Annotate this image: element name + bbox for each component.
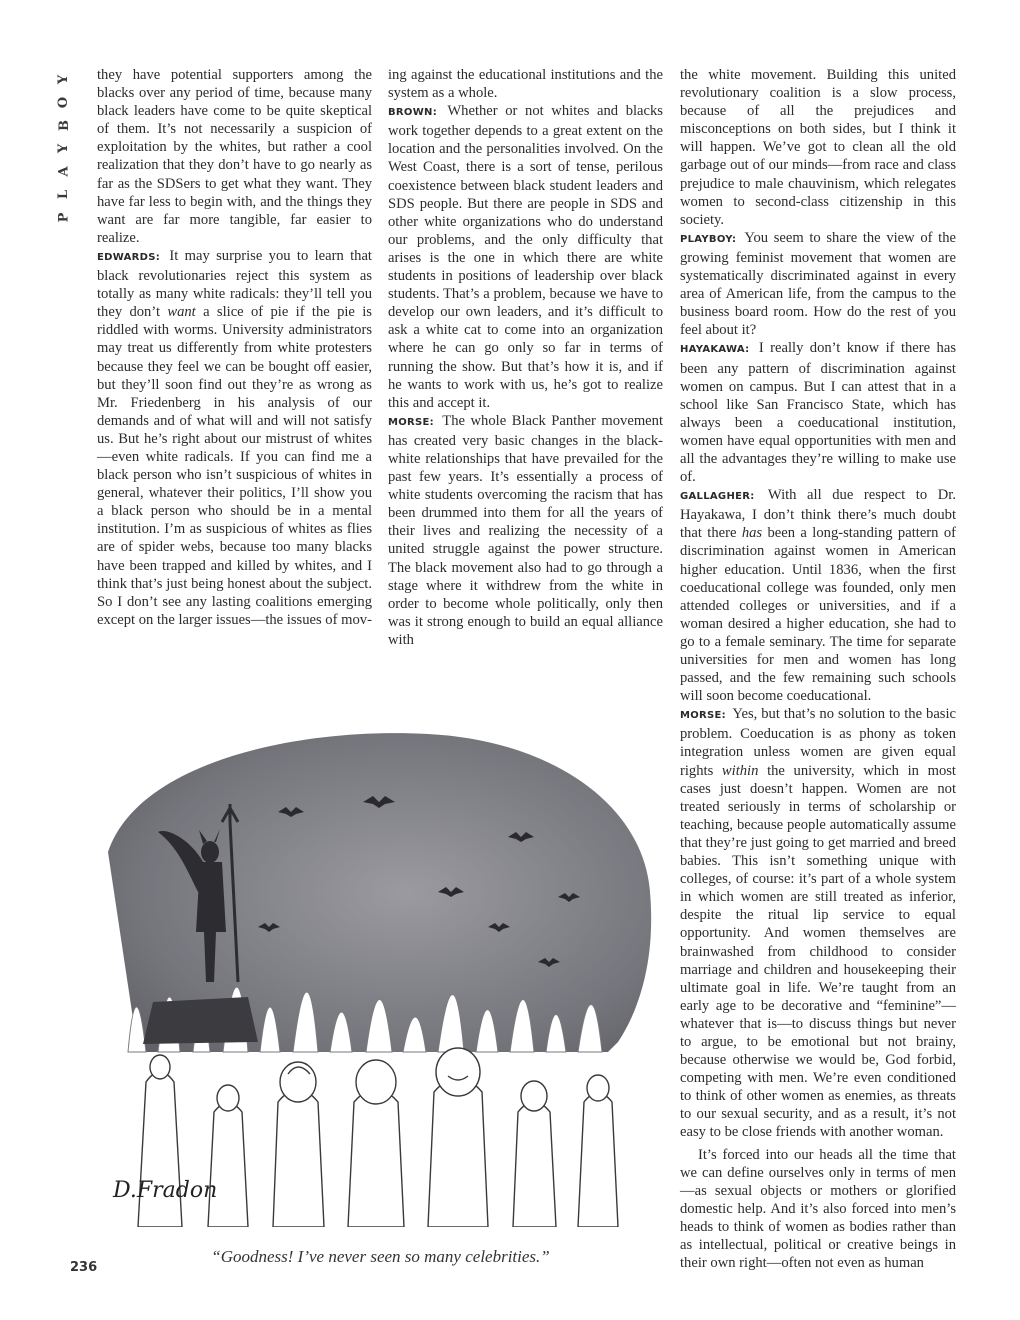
paragraph xyxy=(680,229,956,340)
masthead-letter: B xyxy=(56,120,72,131)
speaker-label: MORSE: xyxy=(388,416,434,428)
speaker-label: MORSE: xyxy=(680,710,726,722)
paragraph-text: You seem to share the view of the growing feminist movement that women are systematically discriminated against in every area of American life, from the campus to the business board room. How do the rest of you feel about it? xyxy=(680,229,956,339)
emphasis-text: within xyxy=(721,762,759,779)
speaker-label: BROWN: xyxy=(388,107,438,119)
paragraph xyxy=(97,247,372,629)
paragraph xyxy=(680,486,956,705)
speaker-label: HAYAKAWA: xyxy=(680,344,750,356)
playboy-masthead xyxy=(50,68,78,229)
text-column-3 xyxy=(680,66,956,1272)
paragraph-text: Yes, but that’s no solution to the basic problem. Coeducation is as phony as token integration unless women are given equal rights xyxy=(680,706,957,779)
paragraph xyxy=(680,705,956,1141)
paragraph-text: With all due respect to Dr. Hayakawa, I don’t think there’s much doubt that there xyxy=(680,487,956,542)
paragraph xyxy=(388,102,663,412)
masthead-letter: Y xyxy=(56,143,72,154)
speaker-label: GALLAGHER: xyxy=(680,491,755,503)
paragraph-text: the university, which in most cases just doesn’t happen. Women are not treated seriously in terms of scholarship or teaching, because people automatically assume that they’re just going to get married and breed babies. This isn’t something unique with colleges, of course: it’s part of a whole system in which women are still treated as inferior, despite the ritual lip service to equal opportunity. And women themselves are brainwashed from childhood to consider marriage and children and housekeeping their ultimate goal in life. We’re taught from an early age to be decorative and “feminine”—whatever that is—to discuss things but never to argue, to be emotional but not brainy, because otherwise we would be, God forbid, competing with men. We’re even conditioned to think of other women as enemies, as threats to our sexual security, and as a result, it’s not easy to be close friends with another woman. xyxy=(680,762,956,1141)
emphasis-text: want xyxy=(167,304,196,321)
speaker-label: EDWARDS: xyxy=(97,251,161,263)
masthead-letter: Y xyxy=(56,74,72,85)
paragraph-text: a slice of pie if the pie is riddled with worms. University administrators may treat us differently from white protesters because they feel we can be bought off easier, but they’ll soon find out they’re as wrong as Mr. Friedenberg in his analysis of our demands and of what will and will not satisfy us. But he’s right about our mistrust of whites—even white radicals. If you can find me a black person who isn’t suspicious of whites in general, whatever their politics, I’ll show you a black person who should be in a mental institution. I’m as suspicious of whites as flies are of spider webs, because too many blacks have been trapped and killed by whites, and I think that’s just being honest about the subject. So I don’t see any lasting coalitions emerging except on the larger issues—the issues of mov- xyxy=(97,304,372,628)
cartoon-illustration xyxy=(98,722,663,1227)
emphasis-text: has xyxy=(741,525,763,542)
paragraph-text: The whole Black Panther movement has created very basic changes in the black-white relationships that have prevailed for the past few years. It’s essentially a process of white students overcoming the racism that has been drummed into them for all the years of their lives and realizing the necessity of a united struggle against the power structure. The black movement also had to go through a stage where it withdrew from the white in order to become whole politically, only then was it strong enough to build an equal alliance with xyxy=(388,412,664,648)
paragraph-text: It may surprise you to learn that black revolutionaries reject this system as totally as many white radicals: they’ll tell you they don’t xyxy=(97,247,372,321)
masthead-letter: L xyxy=(56,189,72,200)
artist-signature: D.Fradon xyxy=(113,1178,218,1203)
paragraph: ing against the educational institutions and the system as a whole. xyxy=(388,67,663,102)
paragraph: the white movement. Building this united revolutionary coalition is a slow process, because of all the prejudices and misconceptions on both sides, but I think it will happen. We’ve got to clean all the old garbage out of our minds—from race and class prejudice to male chauvinism, which relegates women to second-class citizenship in this society. xyxy=(680,67,956,228)
paragraph-text: I really don’t know if there has been any pattern of discrimination against women on campus. But I can attest that in a school like San Francisco State, which has always been a coeducational institution, women have equal opportunities with men and all the advantages they’re willing to make use of. xyxy=(680,340,956,486)
masthead-letter: P xyxy=(56,212,72,223)
rock-ledge xyxy=(143,997,258,1044)
masthead-letter: A xyxy=(56,166,72,177)
paragraph-text: Whether or not whites and blacks work together depends to a great extent on the location and the personalities involved. On the West Coast, there is a sort of tense, perilous coexistence between black student leaders and SDS people. But there are people in SDS and other white organizations who do understand our problems, and the only difficulty that arises is the one in which there are white students in positions of leadership over black students. That’s a problem, because we have to develop our own leaders, and it’s difficult to ask a white cat to come into an organization where he can go only so far in terms of running the show. But that’s how it is, and if he wants to work with us, he’s got to realize this and accept it. xyxy=(388,103,663,411)
devil-party-cartoon xyxy=(98,722,663,1227)
paragraph: It’s forced into our heads all the time that we can define ourselves only in terms of men—as sexual objects or mothers or glorified domestic help. And it’s also forced into men’s heads to think of women as bodies rather than as intellectual, political or creative beings in their own right—often not even as human xyxy=(680,1146,956,1272)
paragraph xyxy=(388,412,663,649)
text-column-2 xyxy=(388,66,663,649)
masthead-letter: O xyxy=(56,96,72,109)
speaker-label: PLAYBOY: xyxy=(680,233,737,245)
paragraph: they have potential supporters among the blacks over any period of time, because many black leaders have come to be quite skeptical of them. It’s not necessarily a suspicion of exploitation by the whites, but rather a cool realization that they don’t have to go nearly as far as the SDSers to get what they want. They have far less to begin with, and the things they want are far more tangible, far easier to realize. xyxy=(97,67,372,246)
page-number: 236 xyxy=(70,1260,98,1275)
cartoon-caption: “Goodness! I’ve never seen so many celebrities.” xyxy=(211,1247,550,1266)
paragraph-text: been a long-standing pattern of discrimination against women in American higher education. Until 1836, when the first coeducational college was founded, only men attended colleges or universities, and if a woman desired a higher education, she had to go to a female seminary. The time for separate universities for men and women has long passed, and the few remaining such schools will soon become coeducational. xyxy=(680,525,956,705)
paragraph xyxy=(680,339,956,486)
text-column-1 xyxy=(97,66,372,629)
